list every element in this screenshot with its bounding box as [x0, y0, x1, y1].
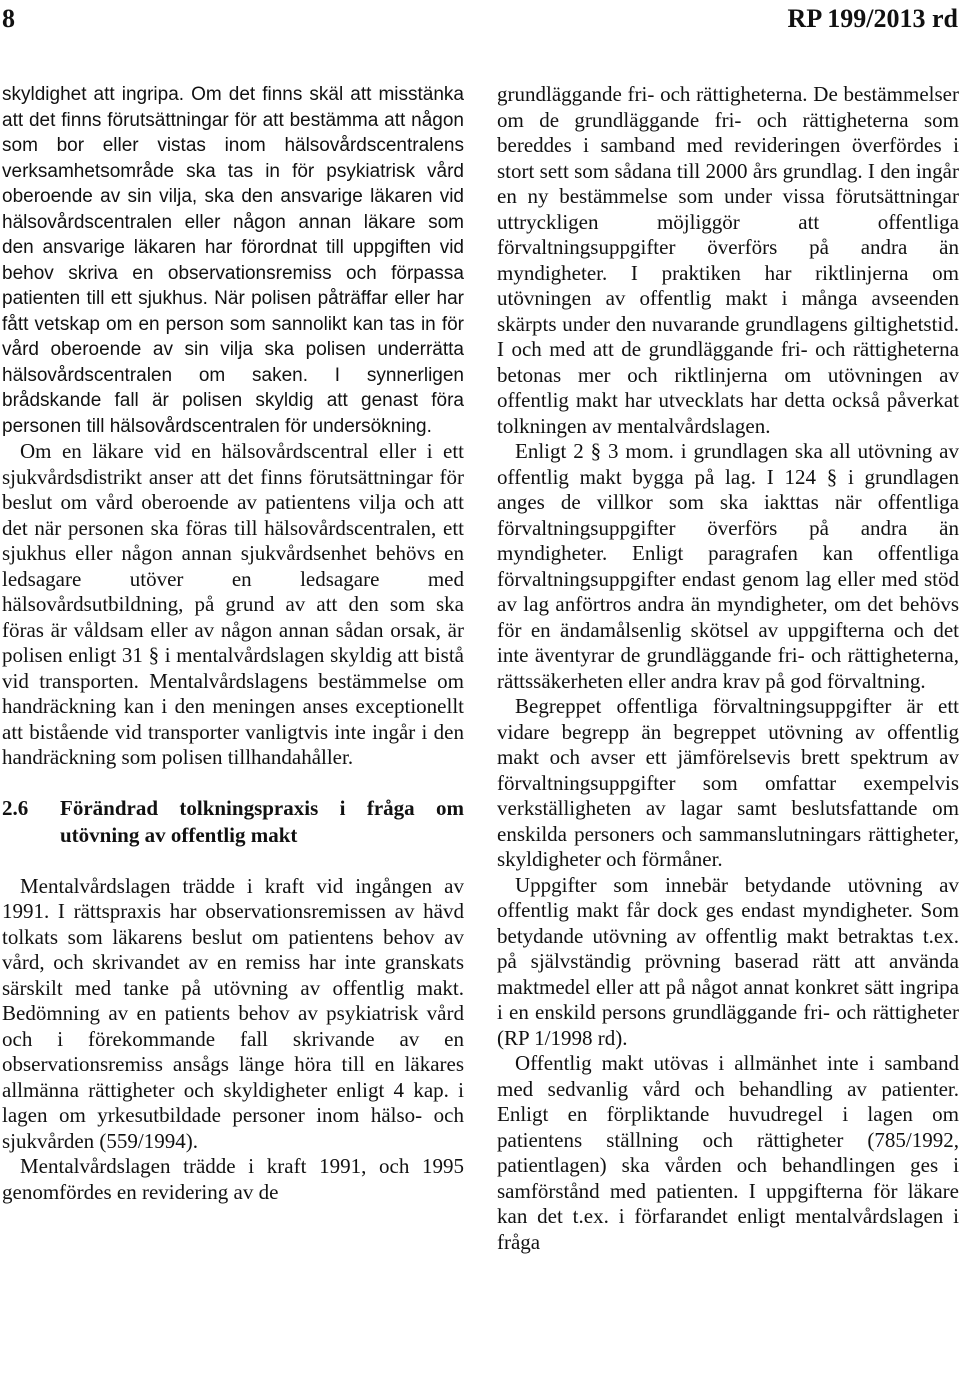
- paragraph-fundamental-rights: grundläggande fri- och rättigheterna. De bestämmelser om de grundläggande fri- och rättigheterna som bereddes i samband med revideringen överfördes i stort sett som sådana till 2000 års grundlag. I den ingår en ny bestämmelse som under vissa förutsättningar uttryckligen möjliggör att offentliga förvaltningsuppgifter överförs på andra än myndigheter. I praktiken har riktlinjerna om utövningen av offentlig makt i många avseenden skärpts under den nuvarande grundlagens giltighetstid. I och med att de grundläggande fri- och rättigheterna betonas mer och riktlinjerna om utövningen av offentlig makt har utvecklats har detta också påverkat tolkningen av mentalvårdslagen.: [497, 82, 959, 438]
- paragraph-police-duty: skyldighet att ingripa. Om det finns skäl att misstänka att det finns förutsättningar för att bestämma att någon som bor eller vistas inom hälsovårdscentralens verksamhetsområde ska tas in för psykiatrisk vård oberoende av sin vilja, ska den ansvarige läkaren vid hälsovårdscentralen eller någon annan läkare som den ansvarige läkaren har förordnat till uppgiften vid behov skriva en observationsremiss och förpassa patienten till ett sjukhus. När polisen påträffar eller har fått vetskap om en person som sannolikt kan tas in för vård oberoende av sin vilja ska polisen underrätta hälsovårdscentralen om saken. I synnerligen brådskande fall är polisen skyldig att genast föra personen till hälsovårdscentralen för undersökning.: [2, 84, 464, 437]
- page-number: 8: [2, 4, 15, 33]
- paragraph-public-power: Offentlig makt utövas i allmänhet inte i samband med sedvanlig vård och behandling av patienter. Enligt en förpliktande huvudregel i lagen om patientens ställning och rättigheter (785/1992, patientlagen) ska vården och behandlingen ges i samförstånd med patienten. I uppgifterna för läkare kan det t.ex. i förfarandet enligt mentalvårdslagen i fråga: [497, 1051, 959, 1254]
- paragraph-legal-practice: Mentalvårdslagen trädde i kraft vid ingången av 1991. I rättspraxis har observationsremissen av hävd tolkats som läkarens beslut om patientens behov av vård, och skrivandet av en remiss har inte granskats särskilt med tanke på utövning av offentlig makt. Bedömning av en patients behov av psykiatrisk vård och i förekommande fall skrivande av en observationsremiss ansågs länge höra till en läkares allmänna rättigheter och skyldigheter enligt 4 kap. i lagen om yrkesutbildade personer inom hälso- och sjukvården (559/1994).: [2, 873, 464, 1153]
- paragraph-constitution: Enligt 2 § 3 mom. i grundlagen ska all utövning av offentlig makt bygga på lag. I 124 § i grundlagen anges de villkor som ska iakttas när offentliga förvaltningsuppgifter överförs på andra än myndigheter. Enligt paragrafen kan offentliga förvaltningsuppgifter endast genom lag eller med stöd av lag anförtros andra än myndigheter, om det behövs för en ändamålsenlig skötsel av uppgifterna och det inte äventyrar de grundläggande fri- och rättigheterna, rättssäkerheten eller andra krav på god förvaltning.: [497, 439, 959, 693]
- paragraph-transport-assistance: Om en läkare vid en hälsovårdscentral eller i ett sjukvårdsdistrikt anser att det finns förutsättningar för beslut om vård oberoende av patientens vilja och att det när personen ska föras till hälsovårdscentralen, ett sjukhus eller någon annan sjukvårdsenhet behövs en ledsagare utöver en ledsagare med hälsovårdsutbildning, på grund av att den som ska föras är våldsam eller av någon annan sådan orsak, är polisen enligt 31 § i mentalvårdslagen skyldig att bistå vid transporten. Mentalvårdslagens bestämmelse om handräckning kan i den meningen anses exceptionellt att bistående vid transporter vanligtvis inte ingår i den handräckning som polisen tillhandahåller.: [2, 439, 464, 769]
- page-header: [0, 0, 960, 40]
- section-title: Förändrad tolkningspraxis i fråga om utövning av offentlig makt: [60, 795, 464, 847]
- section-heading: [2, 795, 464, 849]
- paragraph-significant-power: Uppgifter som innebär betydande utövning av offentlig makt får dock ges endast myndigheter. Som betydande utövning av offentlig makt betraktas t.ex. på självständig prövning baserad rätt att använda maktmedel eller att på något annat konkret sätt ingripa i en enskild persons grundläggande fri- och rättigheter (RP 1/1998 rd).: [497, 872, 959, 1050]
- document-id: RP 199/2013 rd: [787, 4, 958, 33]
- left-column: [2, 82, 464, 1205]
- right-column: [497, 82, 959, 1255]
- paragraph-law-revision: Mentalvårdslagen trädde i kraft 1991, och 1995 genomfördes en revidering av de: [2, 1154, 464, 1204]
- section-number: 2.6: [2, 795, 29, 820]
- paragraph-administrative-tasks: Begreppet offentliga förvaltningsuppgifter är ett vidare begrepp än begreppet utövning av offentlig makt och avser ett jämförelsevis brett spektrum av förvaltningsuppgifter som omfattar exempelvis verkställigheten av lagar samt beslutsfattande om enskilda personers och sammanslutningars rättigheter, skyldigheter och förmåner.: [497, 694, 959, 871]
